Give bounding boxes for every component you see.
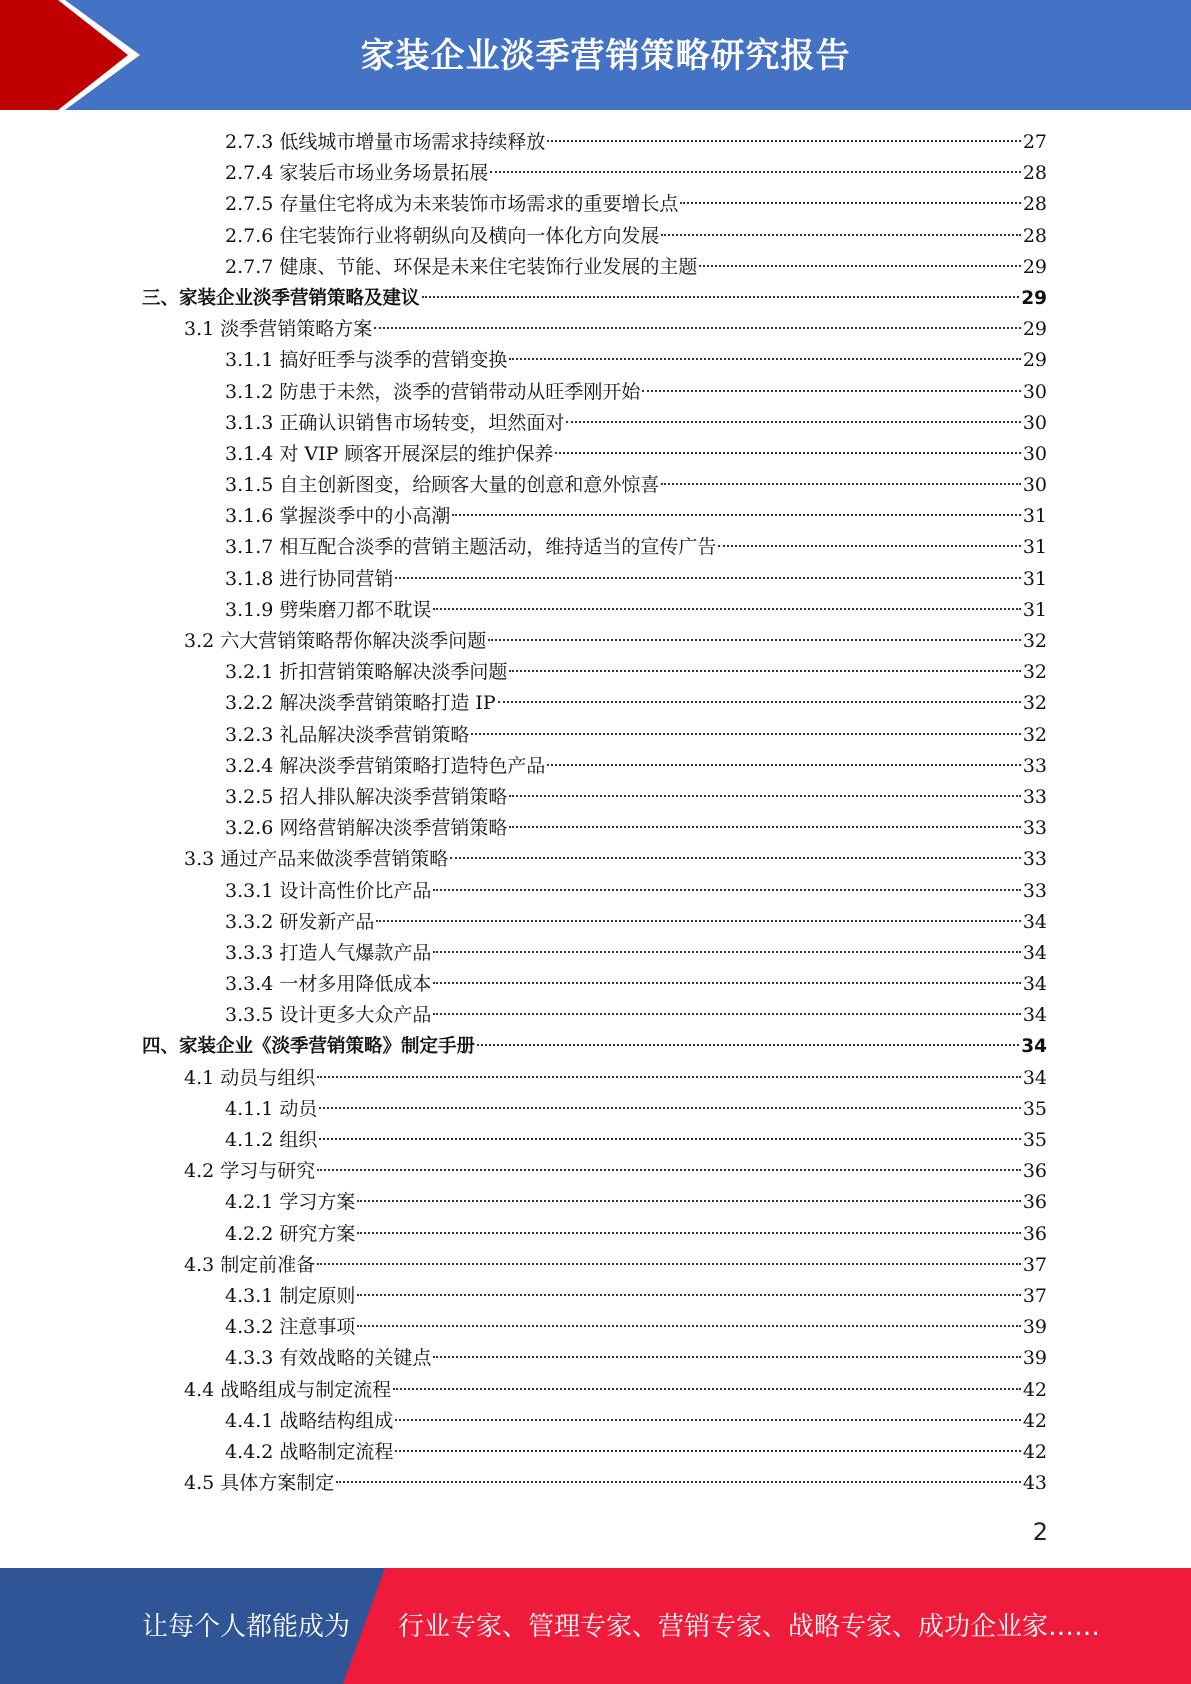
toc-entry-number: 3.2.4 <box>225 754 274 777</box>
toc-entry-number: 4.2.2 <box>225 1222 274 1245</box>
toc-dot-leader <box>357 1200 1020 1202</box>
toc-dot-leader <box>376 920 1020 922</box>
toc-entry[interactable] <box>0 1312 1191 1343</box>
toc-entry-title: 制定前准备 <box>220 1253 316 1276</box>
page-number: 2 <box>1032 1518 1048 1546</box>
toc-entry-page: 32 <box>1022 692 1047 715</box>
toc-dot-leader <box>395 1419 1020 1421</box>
toc-entry[interactable] <box>0 314 1191 345</box>
toc-entry-title: 具体方案制定 <box>220 1472 335 1495</box>
toc-entry-title: 相互配合淡季的营销主题活动，维持适当的宣传广告 <box>279 536 717 559</box>
toc-entry-number: 3.1.4 <box>225 442 274 465</box>
table-of-contents <box>0 127 1191 1499</box>
toc-entry-page: 37 <box>1022 1284 1047 1307</box>
toc-dot-leader <box>433 608 1020 610</box>
toc-entry-page: 33 <box>1022 754 1047 777</box>
toc-dot-leader <box>433 982 1020 984</box>
toc-entry-title: 健康、节能、环保是未来住宅装饰行业发展的主题 <box>279 255 698 278</box>
toc-entry-title: 搞好旺季与淡季的营销变换 <box>279 349 508 372</box>
toc-entry-number: 3.3.2 <box>225 910 274 933</box>
toc-entry[interactable] <box>0 158 1191 189</box>
toc-dot-leader <box>488 639 1021 641</box>
toc-entry-number: 2.7.7 <box>225 255 274 278</box>
toc-entry-number: 3.1.8 <box>225 567 274 590</box>
toc-entry-number: 4.4.2 <box>225 1440 274 1463</box>
toc-entry[interactable] <box>0 1343 1191 1374</box>
toc-entry-page: 39 <box>1022 1316 1047 1339</box>
toc-entry-number: 3.2.3 <box>225 723 274 746</box>
toc-dot-leader <box>319 1107 1020 1109</box>
toc-entry[interactable] <box>0 532 1191 563</box>
page-header <box>0 0 1191 110</box>
toc-entry-number: 4.3.1 <box>225 1284 274 1307</box>
toc-dot-leader <box>395 577 1020 579</box>
toc-dot-leader <box>547 764 1020 766</box>
toc-entry-number: 2.7.5 <box>225 193 274 216</box>
toc-entry[interactable] <box>0 688 1191 719</box>
toc-entry-number: 2.7.4 <box>225 162 274 185</box>
toc-entry-title: 制定原则 <box>279 1284 356 1307</box>
toc-entry-number: 3.3.1 <box>225 879 274 902</box>
toc-entry-number: 4.3.3 <box>225 1347 274 1370</box>
toc-entry-title: 组织 <box>279 1129 318 1151</box>
toc-dot-leader <box>566 421 1020 423</box>
toc-entry-page: 34 <box>1022 910 1047 933</box>
toc-entry-page: 33 <box>1022 785 1047 808</box>
toc-entry-title: 掌握淡季中的小高潮 <box>279 505 451 528</box>
toc-entry-title: 对 VIP 顾客开展深层的维护保养 <box>279 442 554 465</box>
toc-entry-number: 3.3.4 <box>225 973 274 996</box>
toc-entry-title: 动员与组织 <box>220 1066 316 1089</box>
toc-entry[interactable] <box>0 1156 1191 1187</box>
toc-entry-title: 自主创新图变，给顾客大量的创意和意外惊喜 <box>279 474 660 497</box>
toc-dot-leader <box>498 701 1021 703</box>
toc-entry-page: 36 <box>1022 1191 1047 1214</box>
toc-entry-page: 32 <box>1022 661 1047 684</box>
toc-entry-page: 34 <box>1022 1004 1047 1027</box>
toc-entry[interactable] <box>0 345 1191 376</box>
toc-entry[interactable] <box>0 876 1191 907</box>
toc-entry[interactable] <box>0 189 1191 220</box>
toc-entry-title: 淡季营销策略方案 <box>220 318 373 341</box>
toc-entry-title: 解决淡季营销策略打造 IP <box>279 692 496 715</box>
toc-dot-leader <box>450 857 1021 859</box>
toc-entry-page: 31 <box>1022 505 1047 528</box>
toc-entry[interactable] <box>0 439 1191 470</box>
toc-entry-page: 31 <box>1022 598 1047 621</box>
toc-dot-leader <box>336 1481 1021 1483</box>
toc-entry[interactable] <box>0 1125 1191 1156</box>
toc-entry-page: 28 <box>1022 224 1047 247</box>
toc-dot-leader <box>547 140 1020 142</box>
toc-entry-title: 通过产品来做淡季营销策略 <box>220 848 449 871</box>
toc-entry-number: 3.1.5 <box>225 474 274 497</box>
toc-entry-page: 28 <box>1022 193 1047 216</box>
report-title: 家装企业淡季营销策略研究报告 <box>360 36 851 76</box>
toc-entry[interactable] <box>0 1250 1191 1281</box>
toc-entry-number: 3.2.5 <box>225 785 274 808</box>
toc-dot-leader <box>317 1169 1021 1171</box>
toc-entry-title: 战略结构组成 <box>279 1409 394 1432</box>
toc-entry-title: 网络营销解决淡季营销策略 <box>279 817 508 840</box>
toc-entry-number: 3.2 <box>184 630 215 652</box>
toc-entry-number: 3.3 <box>184 848 215 871</box>
toc-entry-page: 30 <box>1022 380 1047 403</box>
toc-entry-title: 学习与研究 <box>220 1160 316 1183</box>
toc-entry-page: 35 <box>1022 1097 1047 1120</box>
toc-entry[interactable] <box>0 501 1191 532</box>
toc-entry[interactable] <box>0 782 1191 813</box>
toc-entry-page: 27 <box>1022 131 1047 153</box>
toc-entry[interactable] <box>0 1406 1191 1437</box>
toc-entry-page: 37 <box>1022 1253 1047 1276</box>
toc-entry-page: 34 <box>1022 1066 1047 1089</box>
toc-dot-leader <box>357 1294 1020 1296</box>
toc-entry-page: 33 <box>1022 848 1047 871</box>
toc-entry-title: 设计更多大众产品 <box>279 1004 432 1027</box>
toc-entry-page: 32 <box>1022 723 1047 746</box>
toc-entry-number: 3.3.3 <box>225 941 274 964</box>
toc-entry[interactable] <box>0 408 1191 439</box>
toc-entry[interactable] <box>0 377 1191 408</box>
toc-entry-title: 存量住宅将成为未来装饰市场需求的重要增长点 <box>279 193 679 216</box>
toc-dot-leader <box>642 390 1020 392</box>
toc-dot-leader <box>374 327 1021 329</box>
toc-entry-page: 32 <box>1022 630 1047 652</box>
toc-entry-title: 战略组成与制定流程 <box>220 1378 392 1401</box>
toc-entry-title: 折扣营销策略解决淡季问题 <box>279 661 508 684</box>
toc-entry[interactable] <box>0 969 1191 1000</box>
toc-entry[interactable] <box>0 1063 1191 1094</box>
toc-dot-leader <box>509 670 1020 672</box>
toc-entry-title: 研究方案 <box>279 1222 356 1245</box>
toc-dot-leader <box>555 452 1020 454</box>
toc-entry-number: 3.2.6 <box>225 817 274 840</box>
toc-dot-leader <box>699 265 1020 267</box>
toc-entry-page: 29 <box>1022 318 1047 341</box>
toc-entry-title: 解决淡季营销策略打造特色产品 <box>279 754 546 777</box>
toc-entry-number: 4.4 <box>184 1378 215 1401</box>
toc-entry-page: 43 <box>1022 1472 1047 1495</box>
toc-entry-page: 29 <box>1022 349 1047 372</box>
toc-entry-page: 29 <box>1021 287 1047 309</box>
toc-dot-leader <box>477 1044 1019 1046</box>
toc-entry-title: 一材多用降低成本 <box>279 973 432 996</box>
toc-dot-leader <box>319 1138 1020 1140</box>
toc-entry[interactable] <box>0 283 1191 314</box>
toc-entry-number: 4.3.2 <box>225 1316 274 1339</box>
toc-entry-title: 住宅装饰行业将朝纵向及横向一体化方向发展 <box>279 224 660 247</box>
toc-entry[interactable] <box>0 1437 1191 1468</box>
toc-dot-leader <box>509 358 1020 360</box>
toc-dot-leader <box>471 733 1020 735</box>
toc-dot-leader <box>509 826 1020 828</box>
toc-entry-page: 42 <box>1022 1409 1047 1432</box>
toc-entry[interactable] <box>0 1219 1191 1250</box>
toc-entry-page: 34 <box>1022 941 1047 964</box>
toc-dot-leader <box>357 1232 1020 1234</box>
toc-entry-page: 39 <box>1022 1347 1047 1370</box>
toc-entry[interactable] <box>0 1375 1191 1406</box>
toc-entry-number: 3.1.2 <box>225 380 274 403</box>
toc-entry-number: 4.1.2 <box>225 1129 274 1151</box>
toc-entry-page: 42 <box>1022 1440 1047 1463</box>
toc-entry[interactable] <box>0 720 1191 751</box>
toc-entry[interactable] <box>0 844 1191 875</box>
toc-entry-title: 注意事项 <box>279 1316 356 1339</box>
toc-entry-title: 动员 <box>279 1097 318 1120</box>
toc-entry-number: 3.1.9 <box>225 598 274 621</box>
toc-entry[interactable] <box>0 127 1191 158</box>
toc-entry-number: 3.1.1 <box>225 349 274 372</box>
toc-entry-title: 劈柴磨刀都不耽误 <box>279 598 432 621</box>
toc-dot-leader <box>317 1076 1021 1078</box>
toc-entry-page: 36 <box>1022 1222 1047 1245</box>
toc-entry-title: 六大营销策略帮你解决淡季问题 <box>220 630 487 652</box>
toc-dot-leader <box>393 1388 1021 1390</box>
toc-entry[interactable] <box>0 938 1191 969</box>
toc-dot-leader <box>357 1325 1020 1327</box>
toc-entry-title: 战略制定流程 <box>279 1440 394 1463</box>
toc-entry[interactable] <box>0 907 1191 938</box>
toc-entry-page: 30 <box>1022 474 1047 497</box>
toc-entry-title: 礼品解决淡季营销策略 <box>279 723 470 746</box>
toc-entry-title: 设计高性价比产品 <box>279 879 432 902</box>
toc-entry[interactable] <box>0 1094 1191 1125</box>
toc-entry-number: 4.1 <box>184 1066 215 1089</box>
toc-entry-number: 4.3 <box>184 1253 215 1276</box>
footer-slogan-right: 行业专家、管理专家、营销专家、战略专家、成功企业家…… <box>398 1612 1101 1642</box>
toc-entry[interactable] <box>0 813 1191 844</box>
toc-entry-number: 4.1.1 <box>225 1097 274 1120</box>
toc-entry-number: 4.4.1 <box>225 1409 274 1432</box>
toc-entry-number: 4.2.1 <box>225 1191 274 1214</box>
toc-dot-leader <box>422 296 1020 298</box>
toc-entry-number: 2.7.3 <box>225 131 274 153</box>
toc-entry-number: 3.3.5 <box>225 1004 274 1027</box>
toc-entry-title: 有效战略的关键点 <box>279 1347 432 1370</box>
toc-dot-leader <box>680 202 1020 204</box>
toc-dot-leader <box>509 795 1020 797</box>
toc-entry[interactable] <box>0 470 1191 501</box>
toc-dot-leader <box>490 171 1020 173</box>
toc-entry-number: 4.2 <box>184 1160 215 1183</box>
toc-entry[interactable] <box>0 751 1191 782</box>
toc-entry-number: 3.2.1 <box>225 661 274 684</box>
toc-entry-page: 34 <box>1021 1036 1047 1058</box>
toc-dot-leader <box>317 1263 1021 1265</box>
toc-entry-title: 进行协同营销 <box>279 567 394 590</box>
toc-entry[interactable] <box>0 1281 1191 1312</box>
toc-entry-number: 2.7.6 <box>225 224 274 247</box>
toc-dot-leader <box>661 234 1020 236</box>
toc-entry-page: 30 <box>1022 411 1047 434</box>
toc-entry[interactable] <box>0 1000 1191 1031</box>
toc-entry-title: 招人排队解决淡季营销策略 <box>279 785 508 808</box>
toc-entry-title: 家装后市场业务场景拓展 <box>279 162 489 185</box>
toc-entry-page: 31 <box>1022 567 1047 590</box>
toc-entry-title: 打造人气爆款产品 <box>279 941 432 964</box>
toc-dot-leader <box>395 1450 1020 1452</box>
toc-entry[interactable] <box>0 564 1191 595</box>
page-footer <box>0 1568 1191 1684</box>
toc-dot-leader <box>433 889 1020 891</box>
toc-entry-title: 三、家装企业淡季营销策略及建议 <box>142 287 420 309</box>
toc-entry-number: 4.5 <box>184 1472 215 1495</box>
toc-dot-leader <box>718 545 1020 547</box>
toc-entry[interactable] <box>0 595 1191 626</box>
toc-dot-leader <box>433 951 1020 953</box>
toc-entry-page: 31 <box>1022 536 1047 559</box>
toc-entry-page: 42 <box>1022 1378 1047 1401</box>
toc-entry-title: 学习方案 <box>279 1191 356 1214</box>
toc-entry-title: 防患于未然，淡季的营销带动从旺季刚开始 <box>279 380 641 403</box>
toc-dot-leader <box>661 483 1020 485</box>
footer-slogan-left: 让每个人都能成为 <box>142 1612 351 1642</box>
toc-dot-leader <box>452 514 1020 516</box>
toc-entry-number: 3.1.3 <box>225 411 274 434</box>
toc-entry-page: 36 <box>1022 1160 1047 1183</box>
toc-entry[interactable] <box>0 1187 1191 1218</box>
toc-entry[interactable] <box>0 1031 1191 1062</box>
toc-entry-number: 3.1.7 <box>225 536 274 559</box>
toc-entry-page: 30 <box>1022 442 1047 465</box>
toc-entry-number: 3.2.2 <box>225 692 274 715</box>
toc-entry-page: 33 <box>1022 879 1047 902</box>
toc-entry-number: 3.1 <box>184 318 215 341</box>
toc-entry[interactable] <box>0 1468 1191 1499</box>
toc-entry-page: 33 <box>1022 817 1047 840</box>
toc-entry-page: 34 <box>1022 973 1047 996</box>
toc-entry-page: 29 <box>1022 255 1047 278</box>
toc-dot-leader <box>433 1356 1020 1358</box>
toc-entry-title: 正确认识销售市场转变，坦然面对 <box>279 411 565 434</box>
toc-entry[interactable] <box>0 657 1191 688</box>
toc-entry-title: 四、家装企业《淡季营销策略》制定手册 <box>142 1036 476 1058</box>
toc-entry[interactable] <box>0 626 1191 657</box>
toc-entry-number: 3.1.6 <box>225 505 274 528</box>
toc-entry-page: 35 <box>1022 1129 1047 1151</box>
toc-entry[interactable] <box>0 221 1191 252</box>
toc-entry[interactable] <box>0 252 1191 283</box>
toc-entry-title: 研发新产品 <box>279 910 375 933</box>
toc-entry-title: 低线城市增量市场需求持续释放 <box>279 131 546 153</box>
toc-dot-leader <box>433 1013 1020 1015</box>
toc-entry-page: 28 <box>1022 162 1047 185</box>
